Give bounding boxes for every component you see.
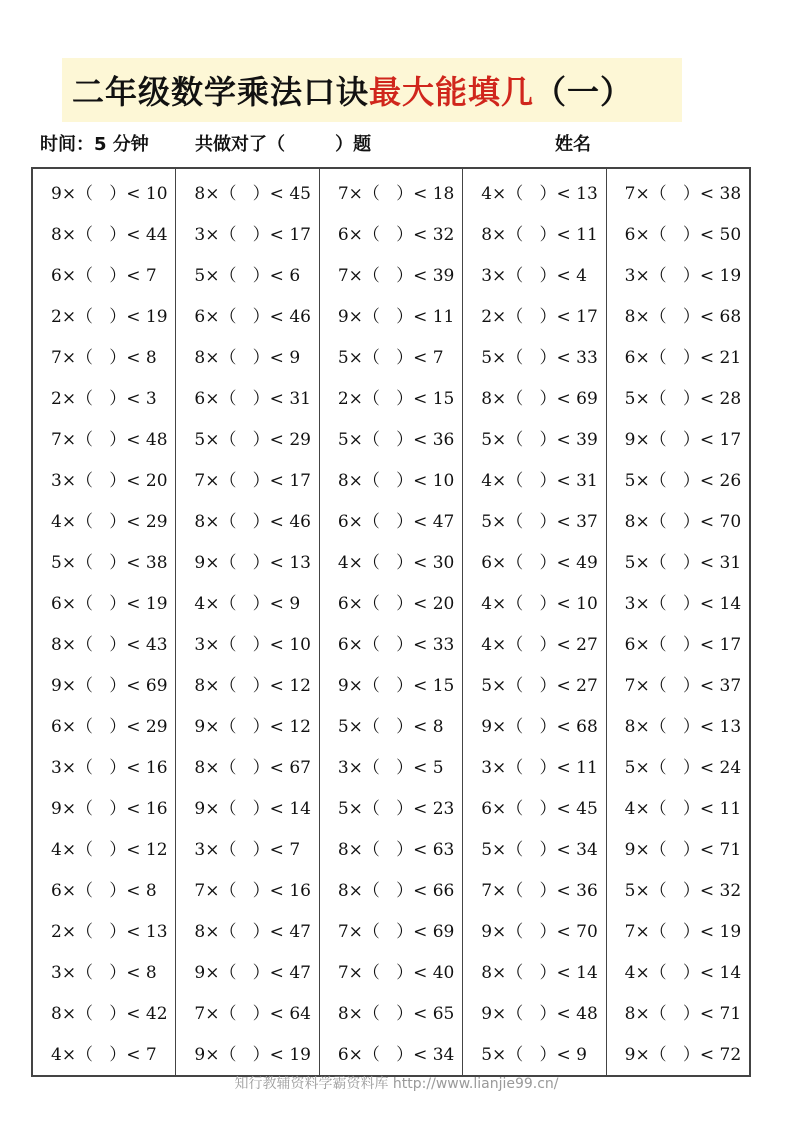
problem-cell[interactable]: 6×（ ）< 17 bbox=[624, 635, 742, 655]
problem-cell[interactable]: 7×（ ）< 36 bbox=[481, 881, 598, 901]
problem-cell[interactable]: 6×（ ）< 20 bbox=[337, 594, 455, 614]
problem-column bbox=[33, 169, 175, 1075]
problem-cell[interactable]: 9×（ ）< 14 bbox=[194, 799, 311, 819]
problem-cell[interactable]: 5×（ ）< 8 bbox=[337, 717, 444, 737]
problem-cell[interactable]: 8×（ ）< 66 bbox=[337, 881, 455, 901]
problem-cell[interactable]: 7×（ ）< 8 bbox=[51, 348, 157, 368]
problem-cell[interactable]: 7×（ ）< 69 bbox=[337, 922, 455, 942]
problem-cell[interactable]: 6×（ ）< 45 bbox=[481, 799, 598, 819]
problem-cell[interactable]: 8×（ ）< 45 bbox=[194, 184, 311, 204]
problem-cell[interactable]: 6×（ ）< 31 bbox=[194, 389, 311, 409]
problem-cell[interactable]: 6×（ ）< 46 bbox=[194, 307, 311, 327]
time-label: 时间：5 分钟 bbox=[40, 134, 149, 155]
problem-cell[interactable]: 9×（ ）< 71 bbox=[624, 840, 742, 860]
problem-cell[interactable]: 9×（ ）< 68 bbox=[481, 717, 598, 737]
problem-column bbox=[462, 169, 605, 1075]
problem-cell[interactable]: 3×（ ）< 16 bbox=[51, 758, 168, 778]
problem-cell[interactable]: 4×（ ）< 13 bbox=[481, 184, 598, 204]
problem-cell[interactable]: 8×（ ）< 69 bbox=[481, 389, 598, 409]
problem-cell[interactable]: 4×（ ）< 29 bbox=[51, 512, 168, 532]
problem-cell[interactable]: 8×（ ）< 68 bbox=[624, 307, 742, 327]
problem-cell[interactable]: 8×（ ）< 13 bbox=[624, 717, 742, 737]
problem-cell[interactable]: 7×（ ）< 16 bbox=[194, 881, 311, 901]
problem-cell[interactable]: 9×（ ）< 11 bbox=[337, 307, 455, 327]
problem-cell[interactable]: 9×（ ）< 17 bbox=[624, 430, 742, 450]
problem-cell[interactable]: 6×（ ）< 34 bbox=[337, 1045, 455, 1065]
problem-cell[interactable]: 5×（ ）< 6 bbox=[194, 266, 301, 286]
title-main: 二年级数学乘法口诀 bbox=[72, 73, 370, 111]
problem-cell[interactable]: 7×（ ）< 40 bbox=[337, 963, 455, 983]
problem-cell[interactable]: 3×（ ）< 4 bbox=[481, 266, 587, 286]
problem-cell[interactable]: 9×（ ）< 48 bbox=[481, 1004, 598, 1024]
problem-cell[interactable]: 6×（ ）< 7 bbox=[51, 266, 157, 286]
problem-cell[interactable]: 3×（ ）< 14 bbox=[624, 594, 742, 614]
problem-cell[interactable]: 5×（ ）< 28 bbox=[624, 389, 742, 409]
problem-cell[interactable]: 6×（ ）< 47 bbox=[337, 512, 455, 532]
problem-cell[interactable]: 9×（ ）< 47 bbox=[194, 963, 311, 983]
problem-cell[interactable]: 5×（ ）< 23 bbox=[337, 799, 455, 819]
problem-cell[interactable]: 5×（ ）< 7 bbox=[337, 348, 444, 368]
problem-cell[interactable]: 8×（ ）< 10 bbox=[337, 471, 455, 491]
problem-cell[interactable]: 8×（ ）< 42 bbox=[51, 1004, 168, 1024]
problem-cell[interactable]: 8×（ ）< 12 bbox=[194, 676, 311, 696]
title-highlight: 最大能填几 bbox=[369, 73, 535, 111]
problem-column bbox=[319, 169, 462, 1075]
problem-cell[interactable]: 5×（ ）< 26 bbox=[624, 471, 742, 491]
problem-cell[interactable]: 5×（ ）< 29 bbox=[194, 430, 311, 450]
problem-cell[interactable]: 7×（ ）< 39 bbox=[337, 266, 455, 286]
problem-cell[interactable]: 3×（ ）< 10 bbox=[194, 635, 311, 655]
worksheet-title bbox=[62, 58, 682, 122]
problem-cell[interactable]: 7×（ ）< 37 bbox=[624, 676, 742, 696]
problem-cell[interactable]: 9×（ ）< 69 bbox=[51, 676, 168, 696]
problem-cell[interactable]: 9×（ ）< 10 bbox=[51, 184, 168, 204]
problem-cell[interactable]: 4×（ ）< 11 bbox=[624, 799, 742, 819]
problem-cell[interactable]: 9×（ ）< 15 bbox=[337, 676, 455, 696]
problem-cell[interactable]: 6×（ ）< 19 bbox=[51, 594, 168, 614]
problem-cell[interactable]: 8×（ ）< 71 bbox=[624, 1004, 742, 1024]
problem-cell[interactable]: 4×（ ）< 14 bbox=[624, 963, 742, 983]
problem-cell[interactable]: 8×（ ）< 65 bbox=[337, 1004, 455, 1024]
problem-cell[interactable]: 7×（ ）< 48 bbox=[51, 430, 168, 450]
problem-cell[interactable]: 2×（ ）< 3 bbox=[51, 389, 157, 409]
problem-cell[interactable]: 5×（ ）< 32 bbox=[624, 881, 742, 901]
problem-cell[interactable]: 4×（ ）< 31 bbox=[481, 471, 598, 491]
problem-cell[interactable]: 3×（ ）< 8 bbox=[51, 963, 157, 983]
problem-cell[interactable]: 5×（ ）< 33 bbox=[481, 348, 598, 368]
problem-cell[interactable]: 5×（ ）< 31 bbox=[624, 553, 742, 573]
problem-cell[interactable]: 2×（ ）< 13 bbox=[51, 922, 168, 942]
info-row bbox=[40, 130, 740, 158]
problem-cell[interactable]: 8×（ ）< 46 bbox=[194, 512, 311, 532]
problem-cell[interactable]: 9×（ ）< 19 bbox=[194, 1045, 311, 1065]
problem-cell[interactable]: 6×（ ）< 33 bbox=[337, 635, 455, 655]
problem-cell[interactable]: 7×（ ）< 18 bbox=[337, 184, 455, 204]
problem-cell[interactable]: 4×（ ）< 30 bbox=[337, 553, 455, 573]
problem-cell[interactable]: 2×（ ）< 17 bbox=[481, 307, 598, 327]
problem-cell[interactable]: 8×（ ）< 63 bbox=[337, 840, 455, 860]
problem-cell[interactable]: 4×（ ）< 10 bbox=[481, 594, 598, 614]
problem-cell[interactable]: 3×（ ）< 7 bbox=[194, 840, 301, 860]
problem-cell[interactable]: 6×（ ）< 8 bbox=[51, 881, 157, 901]
problem-cell[interactable]: 5×（ ）< 27 bbox=[481, 676, 598, 696]
problem-cell[interactable]: 6×（ ）< 21 bbox=[624, 348, 742, 368]
problem-cell[interactable]: 4×（ ）< 27 bbox=[481, 635, 598, 655]
problem-cell[interactable]: 8×（ ）< 70 bbox=[624, 512, 742, 532]
problem-cell[interactable]: 3×（ ）< 17 bbox=[194, 225, 311, 245]
problem-cell[interactable]: 9×（ ）< 12 bbox=[194, 717, 311, 737]
problem-cell[interactable]: 6×（ ）< 49 bbox=[481, 553, 598, 573]
problem-cell[interactable]: 9×（ ）< 16 bbox=[51, 799, 168, 819]
problem-cell[interactable]: 8×（ ）< 11 bbox=[481, 225, 598, 245]
problem-cell[interactable]: 3×（ ）< 20 bbox=[51, 471, 168, 491]
problem-cell[interactable]: 4×（ ）< 9 bbox=[194, 594, 301, 614]
problem-column bbox=[606, 169, 749, 1075]
problem-cell[interactable]: 8×（ ）< 44 bbox=[51, 225, 168, 245]
problem-cell[interactable]: 9×（ ）< 70 bbox=[481, 922, 598, 942]
problem-cell[interactable]: 6×（ ）< 50 bbox=[624, 225, 742, 245]
title-suffix: （一） bbox=[534, 73, 634, 111]
problem-cell[interactable]: 3×（ ）< 5 bbox=[337, 758, 444, 778]
problem-column bbox=[175, 169, 318, 1075]
problem-cell[interactable]: 2×（ ）< 15 bbox=[337, 389, 455, 409]
problem-cell[interactable]: 5×（ ）< 38 bbox=[51, 553, 168, 573]
problem-cell[interactable]: 7×（ ）< 17 bbox=[194, 471, 311, 491]
problem-cell[interactable]: 6×（ ）< 29 bbox=[51, 717, 168, 737]
problem-cell[interactable]: 7×（ ）< 64 bbox=[194, 1004, 311, 1024]
problem-cell[interactable]: 5×（ ）< 24 bbox=[624, 758, 742, 778]
problem-cell[interactable]: 4×（ ）< 12 bbox=[51, 840, 168, 860]
problem-cell[interactable]: 7×（ ）< 19 bbox=[624, 922, 742, 942]
problem-cell[interactable]: 8×（ ）< 14 bbox=[481, 963, 598, 983]
problem-cell[interactable]: 9×（ ）< 72 bbox=[624, 1045, 742, 1065]
problem-cell[interactable]: 5×（ ）< 37 bbox=[481, 512, 598, 532]
problem-cell[interactable]: 5×（ ）< 39 bbox=[481, 430, 598, 450]
problem-cell[interactable]: 8×（ ）< 67 bbox=[194, 758, 311, 778]
problem-cell[interactable]: 3×（ ）< 11 bbox=[481, 758, 598, 778]
problem-cell[interactable]: 9×（ ）< 13 bbox=[194, 553, 311, 573]
problem-cell[interactable]: 5×（ ）< 9 bbox=[481, 1045, 587, 1065]
problem-cell[interactable]: 8×（ ）< 9 bbox=[194, 348, 301, 368]
problem-cell[interactable]: 7×（ ）< 38 bbox=[624, 184, 742, 204]
problem-cell[interactable]: 5×（ ）< 36 bbox=[337, 430, 455, 450]
name-label: 姓名 bbox=[555, 134, 591, 155]
problem-cell[interactable]: 2×（ ）< 19 bbox=[51, 307, 168, 327]
problem-cell[interactable]: 4×（ ）< 7 bbox=[51, 1045, 157, 1065]
correct-count-label: 共做对了（ ）题 bbox=[195, 134, 372, 155]
problem-cell[interactable]: 3×（ ）< 19 bbox=[624, 266, 742, 286]
problem-cell[interactable]: 8×（ ）< 43 bbox=[51, 635, 168, 655]
footer-watermark: 知行教辅资料学霸资料库 http://www.lianjie99.cn/ bbox=[234, 1076, 559, 1092]
problem-cell[interactable]: 5×（ ）< 34 bbox=[481, 840, 598, 860]
problem-grid bbox=[31, 167, 751, 1077]
problem-cell[interactable]: 8×（ ）< 47 bbox=[194, 922, 311, 942]
problem-cell[interactable]: 6×（ ）< 32 bbox=[337, 225, 455, 245]
